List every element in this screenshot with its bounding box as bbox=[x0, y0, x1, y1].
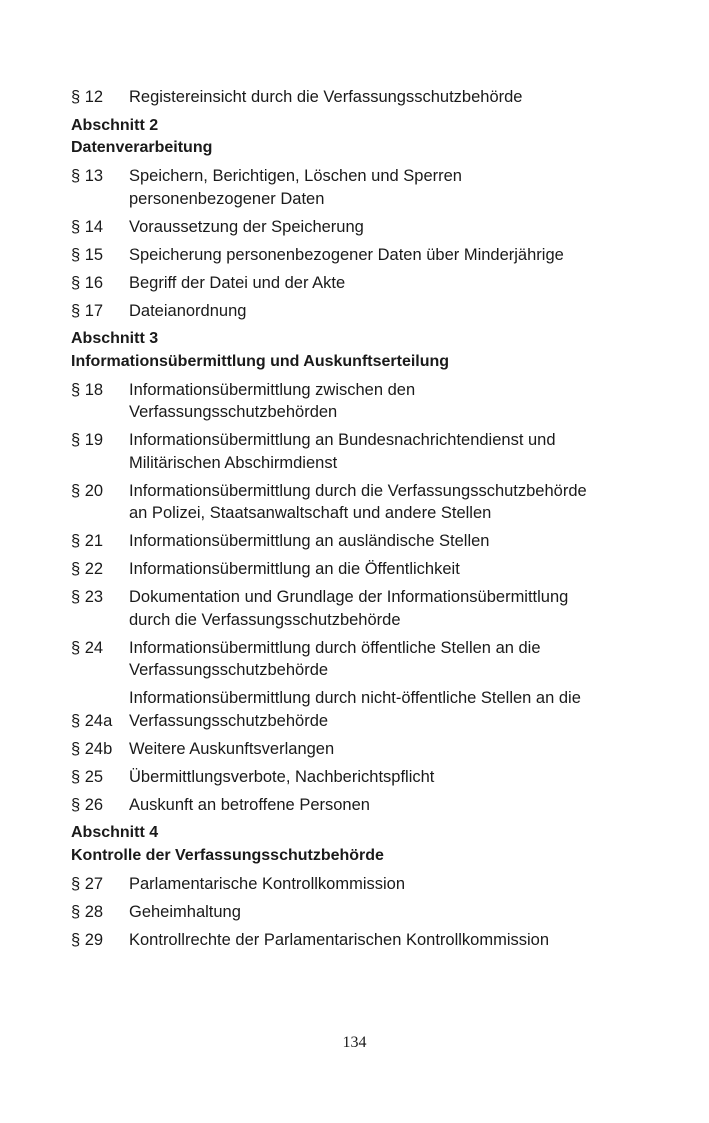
toc-entry-29 bbox=[71, 929, 651, 952]
section-title: Informationsübermittlung durch nicht-öffentliche Stellen an die § 24a Verfassungsschutzbehörde bbox=[129, 687, 651, 732]
toc-entry-27 bbox=[71, 873, 651, 896]
toc-entry-15 bbox=[71, 244, 651, 267]
section-number: § 25 bbox=[71, 767, 104, 786]
section-number: § 15 bbox=[71, 245, 104, 264]
section-title: Kontrollrechte der Parlamentarischen Kontrollkommission bbox=[129, 930, 550, 949]
section-number: § 28 bbox=[71, 902, 104, 921]
section-number: § 21 bbox=[71, 532, 104, 550]
section-number: § 18 bbox=[71, 380, 104, 399]
section-number: § 24a bbox=[71, 711, 113, 730]
chapter-heading-3 bbox=[71, 328, 651, 373]
toc-entry-23 bbox=[71, 586, 651, 631]
toc-entry-14 bbox=[71, 216, 651, 239]
section-title: Geheimhaltung bbox=[129, 902, 241, 921]
chapter-title: Kontrolle der Verfassungsschutzbehörde bbox=[71, 846, 384, 864]
toc-entry-28 bbox=[71, 901, 651, 924]
chapter-heading-2 bbox=[71, 115, 651, 160]
toc-entry-16 bbox=[71, 272, 651, 295]
section-number: § 16 bbox=[71, 273, 104, 292]
section-title: Begriff der Datei und der Akte bbox=[129, 273, 346, 292]
section-title: Informationsübermittlung durch die Verfassungsschutzbehörde an Polizei, Staatsanwaltschaft und andere Stellen bbox=[129, 481, 587, 522]
toc-entry-24a bbox=[71, 687, 651, 732]
toc-entry-22 bbox=[71, 558, 651, 581]
toc-entry-12 bbox=[71, 86, 651, 109]
chapter-title: Informationsübermittlung und Auskunftserteilung bbox=[71, 352, 450, 370]
section-number: § 24b bbox=[71, 739, 113, 758]
section-number: § 14 bbox=[71, 217, 104, 236]
section-title: Informationsübermittlung durch öffentliche Stellen an die Verfassungsschutzbehörde bbox=[129, 638, 541, 679]
section-title: Registereinsicht durch die Verfassungsschutzbehörde bbox=[129, 88, 523, 106]
chapter-label: Abschnitt 2 bbox=[71, 116, 159, 134]
toc-entry-21 bbox=[71, 530, 651, 553]
toc-entry-24 bbox=[71, 637, 651, 682]
table-of-contents bbox=[71, 86, 651, 957]
toc-entry-18 bbox=[71, 379, 651, 424]
section-number: § 29 bbox=[71, 930, 104, 949]
section-title: Dokumentation und Grundlage der Informationsübermittlung durch die Verfassungsschutzbehörde bbox=[129, 588, 569, 629]
section-title: Informationsübermittlung an die Öffentlichkeit bbox=[129, 560, 460, 578]
section-number: § 22 bbox=[71, 560, 104, 578]
section-number: § 26 bbox=[71, 795, 104, 814]
chapter-label: Abschnitt 3 bbox=[71, 330, 159, 347]
chapter-title: Datenverarbeitung bbox=[71, 139, 213, 156]
toc-entry-25 bbox=[71, 766, 651, 789]
section-number: § 17 bbox=[71, 301, 104, 320]
toc-entry-20 bbox=[71, 480, 651, 525]
section-title: Voraussetzung der Speicherung bbox=[129, 217, 364, 236]
section-title: Weitere Auskunftsverlangen bbox=[129, 739, 335, 758]
toc-entry-13 bbox=[71, 165, 651, 210]
section-title: Auskunft an betroffene Personen bbox=[129, 795, 370, 814]
section-number: § 27 bbox=[71, 874, 104, 893]
section-title: Informationsübermittlung zwischen den Verfassungsschutzbehörden bbox=[129, 380, 416, 421]
section-number: § 12 bbox=[71, 88, 104, 106]
section-title: Übermittlungsverbote, Nachberichtspflicht bbox=[129, 767, 435, 786]
toc-entry-17 bbox=[71, 300, 651, 323]
toc-entry-26 bbox=[71, 794, 651, 817]
section-number: § 13 bbox=[71, 167, 104, 185]
section-title: Dateianordnung bbox=[129, 301, 247, 320]
chapter-label: Abschnitt 4 bbox=[71, 824, 159, 841]
page-number: 134 bbox=[342, 1034, 367, 1051]
toc-entry-24b bbox=[71, 738, 651, 761]
section-number: § 24 bbox=[71, 638, 104, 657]
toc-entry-19 bbox=[71, 429, 651, 474]
section-number: § 23 bbox=[71, 588, 104, 606]
section-title: Speicherung personenbezogener Daten über Minderjährige bbox=[129, 245, 564, 264]
section-title: Speichern, Berichtigen, Löschen und Sperren personenbezogener Daten bbox=[129, 167, 462, 208]
section-title: Informationsübermittlung an ausländische Stellen bbox=[129, 532, 490, 550]
section-title: Parlamentarische Kontrollkommission bbox=[129, 874, 406, 893]
section-title: Informationsübermittlung an Bundesnachrichtendienst und Militärischen Abschirmdienst bbox=[129, 431, 556, 472]
section-number: § 20 bbox=[71, 481, 104, 500]
chapter-heading-4 bbox=[71, 822, 651, 867]
section-number: § 19 bbox=[71, 431, 104, 449]
